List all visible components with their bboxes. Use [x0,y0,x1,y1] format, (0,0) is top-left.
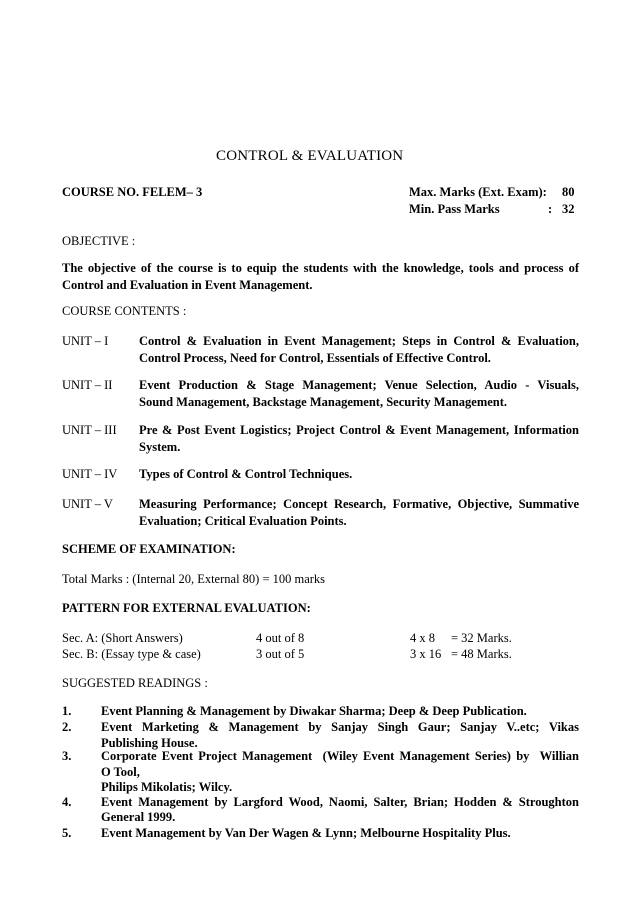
reading-number: 4. [62,795,72,809]
readings-heading: SUGGESTED READINGS : [62,676,208,690]
reading-number: 3. [62,749,72,763]
pass-marks-value: 32 [562,202,575,216]
pattern-section: Sec. B: (Essay type & case) [62,647,201,661]
total-marks: Total Marks : (Internal 20, External 80) = 100 marks [62,572,326,586]
reading-line: Publishing House. [101,736,198,750]
reading-line: Event Management by Largford Wood, Naomi, Salter, Brian; Hodden & Stroughton [101,795,579,809]
unit-text-line-1: Pre & Post Event Logistics; Project Control & Event Management, Information [139,423,579,437]
unit-label: UNIT – III [62,423,117,437]
unit-text-line-1: Control & Evaluation in Event Management; Steps in Control & Evaluation, [139,334,579,348]
pattern-calc: 3 x 16 [410,647,442,661]
course-contents-heading: COURSE CONTENTS : [62,304,187,318]
reading-number: 5. [62,826,72,840]
reading-line: Event Management by Van Der Wagen & Lynn; Melbourne Hospitality Plus. [101,826,511,840]
unit-label: UNIT – II [62,378,113,392]
pattern-section: Sec. A: (Short Answers) [62,631,183,645]
unit-text-line-1: Types of Control & Control Techniques. [139,467,353,481]
unit-label: UNIT – I [62,334,109,348]
scheme-heading: SCHEME OF EXAMINATION: [62,542,236,556]
reading-line: Corporate Event Project Management (Wiley Event Management Series) by Willian [101,749,579,763]
unit-text-line-2: Evaluation; Critical Evaluation Points. [139,514,347,528]
pattern-count: 4 out of 8 [256,631,305,645]
max-marks-value: 80 [562,185,575,199]
unit-text-line-2: System. [139,440,181,454]
objective-line-2: Control and Evaluation in Event Management. [62,278,313,292]
unit-text-line-1: Measuring Performance; Concept Research, Formative, Objective, Summative [139,497,579,511]
pattern-calc: 4 x 8 [410,631,435,645]
reading-number: 1. [62,704,72,718]
pattern-marks: = 32 Marks. [451,631,512,645]
unit-label: UNIT – V [62,497,113,511]
unit-label: UNIT – IV [62,467,118,481]
reading-line: Philips Mikolatis; Wilcy. [101,780,233,794]
unit-text-line-1: Event Production & Stage Management; Venue Selection, Audio - Visuals, [139,378,579,392]
reading-line: General 1999. [101,810,176,824]
pattern-marks: = 48 Marks. [451,647,512,661]
page-title: CONTROL & EVALUATION [216,148,404,164]
reading-line: O Tool, [101,765,140,779]
objective-heading: OBJECTIVE : [62,234,136,248]
objective-line-1: The objective of the course is to equip the students with the knowledge, tools and process of [62,261,579,275]
pass-marks-label: Min. Pass Marks [409,202,500,216]
course-number: COURSE NO. FELEM– 3 [62,185,203,199]
unit-text-line-2: Sound Management, Backstage Management, Security Management. [139,395,508,409]
pattern-count: 3 out of 5 [256,647,305,661]
pass-marks-colon: : [548,202,553,216]
reading-line: Event Marketing & Management by Sanjay Singh Gaur; Sanjay V..etc; Vikas [101,720,579,734]
max-marks-label: Max. Marks (Ext. Exam): [409,185,547,199]
unit-text-line-2: Control Process, Need for Control, Essentials of Effective Control. [139,351,491,365]
reading-number: 2. [62,720,72,734]
pattern-heading: PATTERN FOR EXTERNAL EVALUATION: [62,601,311,615]
reading-line: Event Planning & Management by Diwakar Sharma; Deep & Deep Publication. [101,704,527,718]
